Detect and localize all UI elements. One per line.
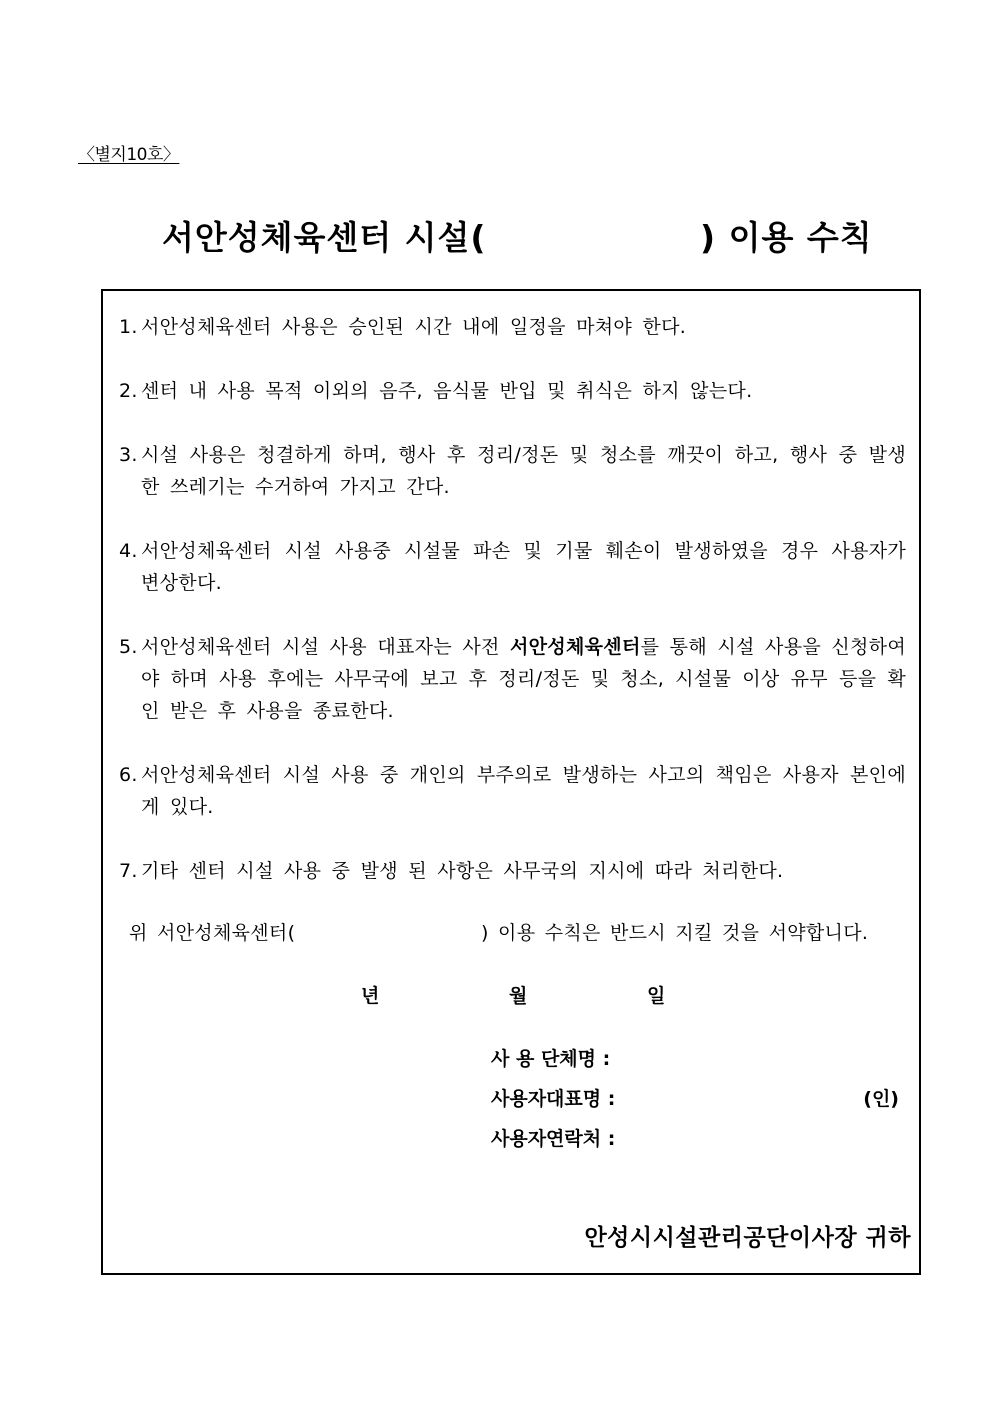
pledge-part-1: 위 서안성체육센터( [129, 922, 296, 944]
seal-mark: (인) [863, 1088, 899, 1110]
title-right: ) 이용 수칙 [700, 218, 873, 257]
representative-label: 사용자대표명 : [491, 1088, 616, 1110]
rule-item-4 [119, 535, 906, 599]
rule-number: 1. [119, 316, 138, 338]
date-year: 년 [361, 985, 380, 1007]
rule-number: 5. [119, 636, 138, 658]
representative-row [491, 1083, 911, 1123]
contact-row [491, 1123, 911, 1163]
addressee: 안성시시설관리공단이사장 귀하 [584, 1225, 911, 1251]
rule-text-bold: 서안성체육센터 [510, 636, 641, 658]
rule-item-2 [119, 375, 906, 407]
contact-label: 사용자연락처 : [491, 1128, 616, 1150]
group-name-label: 사 용 단체명 : [491, 1048, 611, 1070]
signature-block [491, 1043, 911, 1163]
rule-number: 6. [119, 764, 138, 786]
rule-text: 서안성체육센터 시설 사용 대표자는 사전 [141, 636, 511, 658]
rules-list [119, 311, 906, 919]
rule-item-5 [119, 631, 906, 727]
group-name-row [491, 1043, 911, 1083]
rule-item-7 [119, 855, 906, 887]
rule-text: 시설 사용은 청결하게 하며, 행사 후 정리/정돈 및 청소를 깨끗이 하고, 행사 중 발생한 쓰레기는 수거하여 가지고 간다. [141, 444, 906, 498]
rule-number: 7. [119, 860, 138, 882]
rule-item-3 [119, 439, 906, 503]
rules-box [101, 289, 921, 1275]
rule-text: 기타 센터 시설 사용 중 발생 된 사항은 사무국의 지시에 따라 처리한다. [141, 860, 784, 882]
rule-text: 서안성체육센터 시설 사용중 시설물 파손 및 기물 훼손이 발생하였을 경우 사용자가 변상한다. [141, 540, 906, 594]
rule-text: 를 통해 시설 사용을 신청하여야 하며 사용 후에는 사무국에 보고 후 정리/정돈 및 청소, 시설물 이상 유무 등을 확인 받은 후 사용을 종료한다. [141, 636, 906, 722]
rule-item-1 [119, 311, 906, 343]
rule-item-6 [119, 759, 906, 823]
date-month: 월 [509, 985, 528, 1007]
date-row [103, 981, 919, 1013]
rule-text: 서안성체육센터 사용은 승인된 시간 내에 일정을 마쳐야 한다. [141, 316, 687, 338]
rule-text: 센터 내 사용 목적 이외의 음주, 음식물 반입 및 취식은 하지 않는다. [141, 380, 753, 402]
form-number-label: 〈별지10호〉 [78, 145, 180, 165]
date-day: 일 [647, 985, 666, 1007]
rule-text: 서안성체육센터 시설 사용 중 개인의 부주의로 발생하는 사고의 책임은 사용자 본인에게 있다. [141, 764, 906, 818]
page-title [0, 212, 992, 262]
pledge-part-2: ) 이용 수칙은 반드시 지킬 것을 서약합니다. [481, 922, 869, 944]
rule-number: 2. [119, 380, 138, 402]
title-left: 서안성체육센터 시설( [162, 218, 487, 257]
rule-number: 3. [119, 444, 138, 466]
rule-number: 4. [119, 540, 138, 562]
